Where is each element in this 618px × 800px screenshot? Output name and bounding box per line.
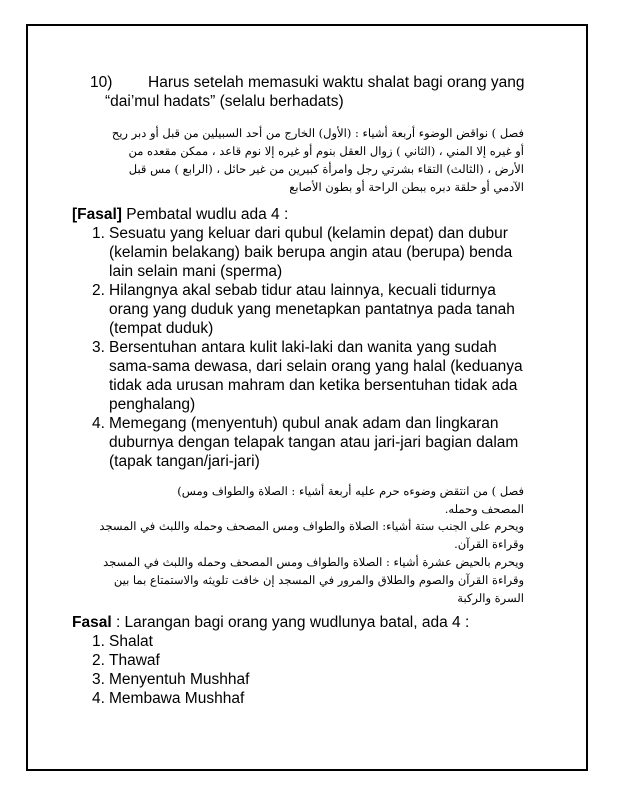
list-item-line: Memegang (menyentuh) qubul anak adam dan lingkaran [109,415,499,432]
list-item-line: Hilangnya akal sebab tidur atau lainnya, kecuali tidurnya [109,282,496,299]
list-item-number: 2. [92,282,105,299]
list-item-number: 2. [92,652,105,669]
list-item-number: 3. [92,671,105,688]
list-item-line: Sesuatu yang keluar dari qubul (kelamin depat) dan dubur [109,225,508,242]
item-10-number: 10) [90,74,113,91]
list-item-line: Bersentuhan antara kulit laki-laki dan wanita yang sudah [109,339,497,356]
list-item-line: (tapak tangan/jari-jari) [109,453,260,470]
item-10-line-2: “dai’mul hadats” (selalu berhadats) [105,93,344,110]
arabic-line: ويحرم بالحيض عشرة أشياء : الصلاة والطواف ومس المصحف وحمله واللبث في المسجد [103,555,524,569]
fasal-2-heading-text: : Larangan bagi orang yang wudlunya batal, ada 4 : [111,614,470,631]
list-item-line: (tempat duduk) [109,320,214,337]
arabic-line: ويحرم على الجنب ستة أشياء: الصلاة والطواف ومس المصحف وحمله واللبث في المسجد [99,519,524,533]
list-item-number: 1. [92,225,105,242]
list-item-text: Menyentuh Mushhaf [109,671,250,688]
arabic-line: الآدمي أو حلقة دبره ببطن الراحة أو بطون الأصابع [289,180,524,194]
list-item-text: Membawa Mushhaf [109,690,245,707]
arabic-line: وقراءة القرآن والصوم والطلاق والمرور في المسجد إن خافت تلويثه والاستمتاع بما بين [113,573,524,587]
list-item-number: 4. [92,415,105,432]
arabic-line: فصل ) نواقض الوضوء أربعة أشياء : (الأول) الخارج من أحد السبيلين من قبل أو دبر ريح [111,126,524,140]
fasal-1-heading [72,205,288,224]
list-item-line: duburnya dengan telapak tangan atau jari-jari bagian dalam [109,434,519,451]
list-item-number: 4. [92,690,105,707]
list-item-text: Thawaf [109,652,160,669]
list-item-line: sama-sama dewasa, dari selain orang yang halal (keduanya [109,358,523,375]
fasal-2-label: Fasal [72,614,112,631]
list-item-number: 1. [92,633,105,650]
list-item-number: 3. [92,339,105,356]
item-10-line-1: Harus setelah memasuki waktu shalat bagi orang yang [148,74,525,91]
list-item-line: penghalang) [109,396,196,413]
arabic-line: أو غيره إلا المني ، (الثاني ) زوال العقل بنوم أو غيره إلا نوم قاعد ، ممكن مقعده من [128,144,524,158]
fasal-1-label: [Fasal] [72,206,122,223]
list-item-line: (kelamin belakang) baik berupa angin atau (berupa) benda [109,244,513,261]
list-item-line: lain selain mani (sperma) [109,263,283,280]
fasal-2-heading [72,613,469,632]
fasal-1-heading-text: Pembatal wudlu ada 4 : [121,206,289,223]
arabic-line: وقراءة القرآن. [454,537,524,551]
arabic-line: السرة والركبة [457,591,524,605]
arabic-line: فصل ) من انتقض وضوءه حرم عليه أربعة أشياء : الصلاة والطواف ومس) [177,484,524,498]
list-item-line: orang yang duduk yang menetapkan pantatnya pada tanah [109,301,515,318]
arabic-line: الأرض ، (الثالث) التقاء بشرتي رجل وامرأة كبيرين من غير حائل ، (الرابع ) مس قبل [128,162,524,176]
list-item-line: tidak ada urusan mahram dan ketika bersentuhan tidak ada [109,377,518,394]
arabic-line: المصحف وحمله. [444,502,524,516]
list-item-text: Shalat [109,633,153,650]
